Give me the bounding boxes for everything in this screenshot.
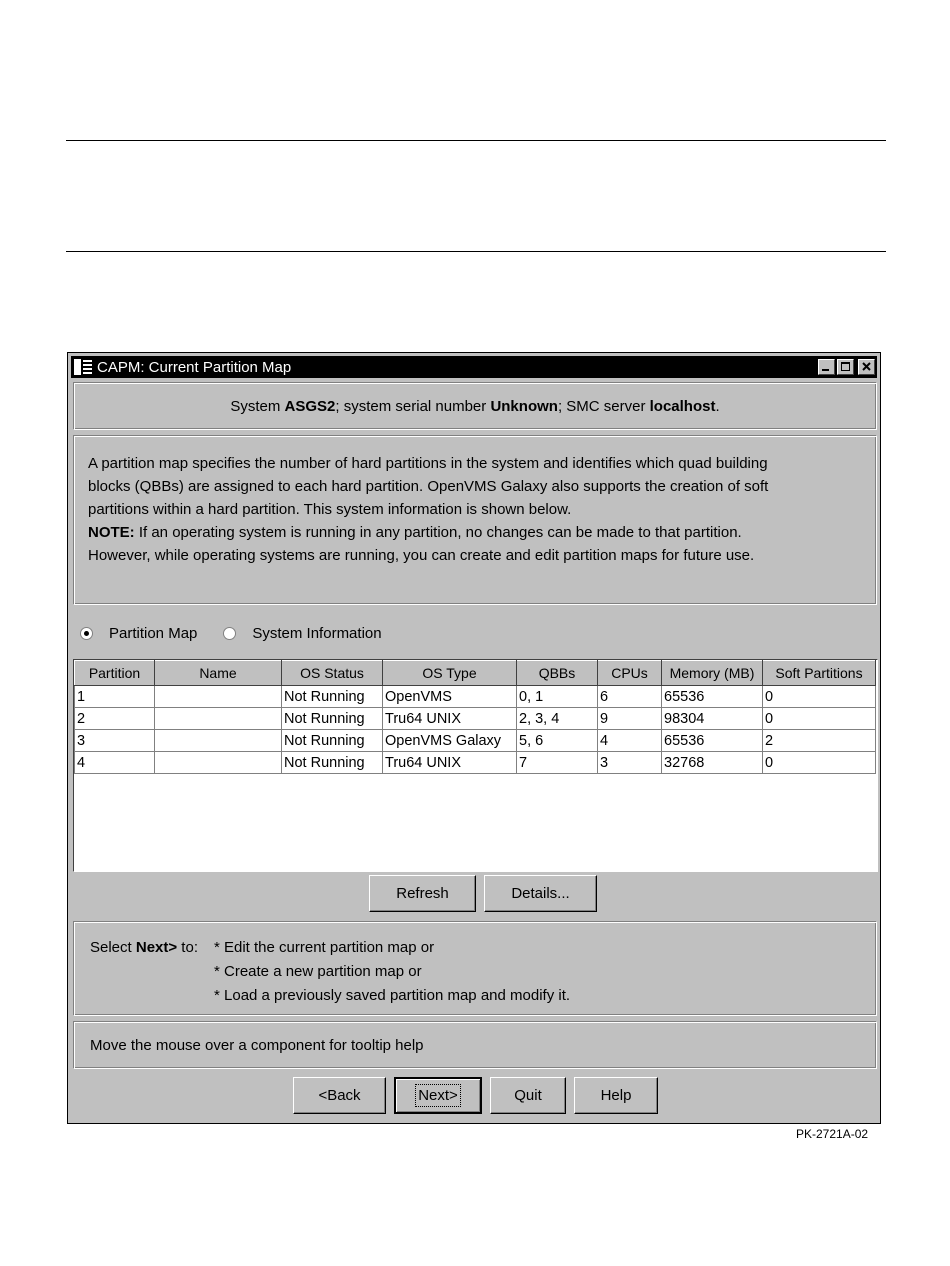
cell-partition: 3 — [75, 730, 155, 752]
view-radio-group — [80, 625, 408, 642]
cell-memory: 32768 — [662, 752, 763, 774]
back-button[interactable] — [293, 1077, 386, 1114]
column-header-os-type[interactable]: OS Type — [383, 661, 517, 686]
cell-os-status: Not Running — [282, 708, 383, 730]
description-line-2: blocks (QBBs) are assigned to each hard partition. OpenVMS Galaxy also supports the creation of soft — [88, 478, 769, 495]
partition-map-radio[interactable] — [80, 625, 197, 642]
cell-qbbs: 5, 6 — [517, 730, 598, 752]
system-mid2: ; SMC server — [557, 397, 650, 415]
note-line — [88, 521, 862, 544]
radio-selected-icon[interactable] — [80, 627, 93, 640]
cell-qbbs: 0, 1 — [517, 686, 598, 708]
system-prefix: System — [230, 397, 285, 415]
back-button-label: <Back — [318, 1087, 361, 1104]
table-row[interactable] — [75, 708, 876, 730]
radio-unselected-icon[interactable] — [223, 627, 236, 640]
next-bold-text: Next> — [135, 939, 178, 956]
cell-memory: 65536 — [662, 686, 763, 708]
next-button[interactable] — [394, 1077, 482, 1114]
table-row[interactable] — [75, 752, 876, 774]
cell-os-status: Not Running — [282, 752, 383, 774]
cell-qbbs: 2, 3, 4 — [517, 708, 598, 730]
next-info-panel — [73, 921, 877, 1016]
refresh-button[interactable] — [369, 875, 476, 912]
description-line-1: A partition map specifies the number of hard partitions in the system and identifies which quad building — [88, 455, 768, 472]
cell-cpus: 9 — [598, 708, 662, 730]
system-information-label: System Information — [252, 625, 382, 642]
next-option-1: * Edit the current partition map or — [214, 939, 435, 956]
figure-label: PK-2721A-02 — [796, 1127, 869, 1141]
table-row[interactable] — [75, 686, 876, 708]
top-rule-2 — [66, 251, 886, 252]
next-option-3: * Load a previously saved partition map and modify it. — [214, 987, 571, 1004]
smc-server: localhost — [649, 397, 716, 415]
tooltip-help-panel — [73, 1021, 877, 1069]
next-button-label: Next> — [418, 1087, 458, 1104]
cell-os-type: Tru64 UNIX — [383, 708, 517, 730]
quit-button[interactable] — [490, 1077, 566, 1114]
table-row[interactable] — [75, 730, 876, 752]
description-panel — [73, 435, 877, 605]
cell-os-type: OpenVMS — [383, 686, 517, 708]
capm-window — [67, 352, 881, 1124]
cell-partition: 2 — [75, 708, 155, 730]
cell-qbbs: 7 — [517, 752, 598, 774]
title-bar[interactable] — [71, 356, 877, 378]
cell-soft-partitions: 2 — [763, 730, 876, 752]
column-header-qbbs[interactable]: QBBs — [517, 661, 598, 686]
system-suffix: . — [715, 397, 720, 415]
window-title: CAPM: Current Partition Map — [97, 358, 292, 376]
column-header-cpus[interactable]: CPUs — [598, 661, 662, 686]
next-option-2: * Create a new partition map or — [214, 963, 422, 980]
cell-partition: 1 — [75, 686, 155, 708]
close-icon[interactable] — [858, 359, 875, 375]
cell-os-type: OpenVMS Galaxy — [383, 730, 517, 752]
cell-name — [155, 686, 282, 708]
cell-name — [155, 752, 282, 774]
cell-os-status: Not Running — [282, 730, 383, 752]
quit-button-label: Quit — [514, 1087, 542, 1104]
refresh-button-label: Refresh — [396, 885, 449, 902]
cell-name — [155, 730, 282, 752]
cell-cpus: 4 — [598, 730, 662, 752]
note-label: NOTE: — [88, 524, 135, 541]
tooltip-help-text: Move the mouse over a component for tooltip help — [90, 1036, 424, 1054]
help-button-label: Help — [600, 1087, 632, 1104]
select-text: Select — [90, 939, 136, 956]
column-header-partition[interactable]: Partition — [75, 661, 155, 686]
cell-os-type: Tru64 UNIX — [383, 752, 517, 774]
details-button-label: Details... — [511, 885, 570, 902]
next-instruction — [90, 936, 214, 960]
minimize-icon[interactable] — [818, 359, 835, 375]
cell-cpus: 3 — [598, 752, 662, 774]
system-info-line — [73, 382, 877, 430]
column-header-name[interactable]: Name — [155, 661, 282, 686]
column-header-soft-partitions[interactable]: Soft Partitions — [763, 661, 876, 686]
system-information-radio[interactable] — [223, 625, 381, 642]
cell-os-status: Not Running — [282, 686, 383, 708]
cell-memory: 65536 — [662, 730, 763, 752]
partition-table[interactable] — [73, 659, 878, 872]
cell-memory: 98304 — [662, 708, 763, 730]
cell-cpus: 6 — [598, 686, 662, 708]
top-rule-1 — [66, 140, 886, 141]
maximize-icon[interactable] — [837, 359, 854, 375]
description-line-3: partitions within a hard partition. This system information is shown below. — [88, 501, 572, 518]
cell-soft-partitions: 0 — [763, 708, 876, 730]
system-name: ASGS2 — [284, 397, 336, 415]
table-header-row — [75, 661, 876, 686]
partition-map-label: Partition Map — [109, 625, 198, 642]
cell-partition: 4 — [75, 752, 155, 774]
note-text: If an operating system is running in any partition, no changes can be made to that partition. — [134, 524, 742, 541]
to-text: to: — [177, 939, 198, 956]
system-serial: Unknown — [490, 397, 558, 415]
description-line-5: However, while operating systems are running, you can create and edit partition maps for future use. — [88, 547, 755, 564]
column-header-os-status[interactable]: OS Status — [282, 661, 383, 686]
cell-name — [155, 708, 282, 730]
cell-soft-partitions: 0 — [763, 686, 876, 708]
cell-soft-partitions: 0 — [763, 752, 876, 774]
column-header-memory[interactable]: Memory (MB) — [662, 661, 763, 686]
help-button[interactable] — [574, 1077, 658, 1114]
details-button[interactable] — [484, 875, 597, 912]
system-mid1: ; system serial number — [335, 397, 491, 415]
app-icon — [74, 359, 92, 375]
